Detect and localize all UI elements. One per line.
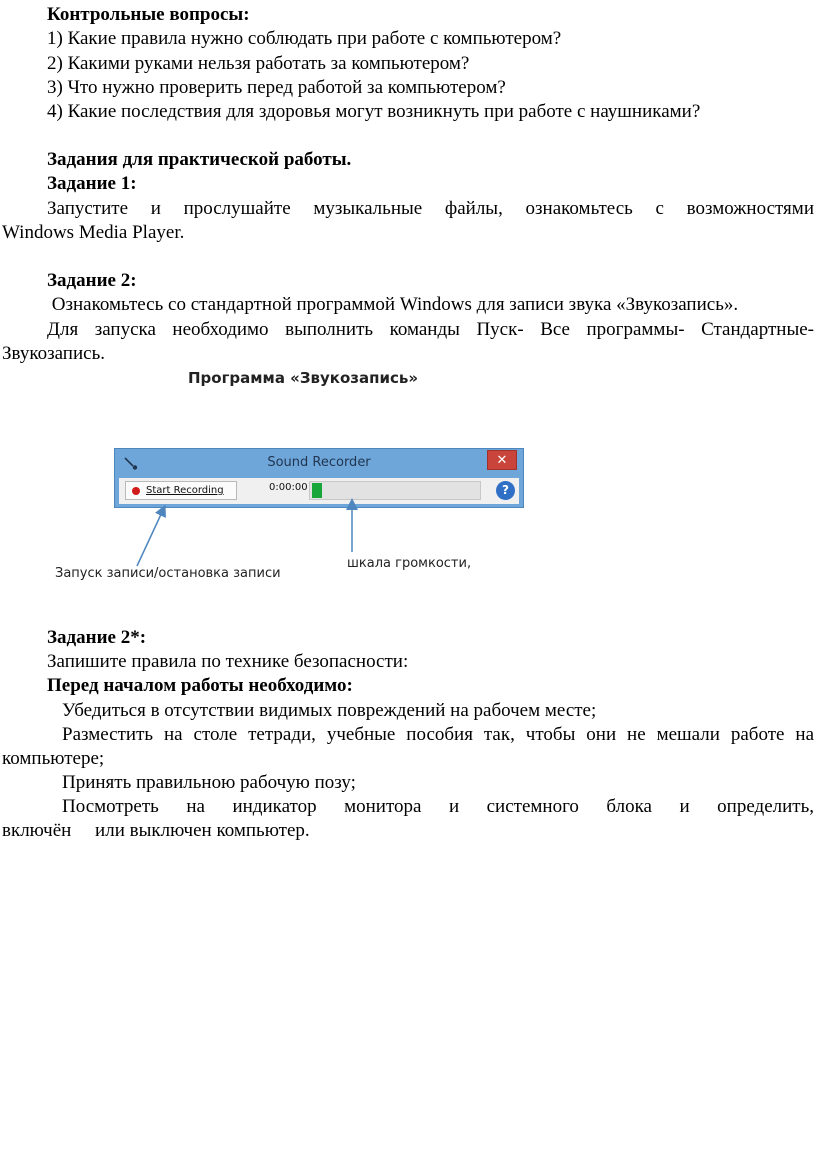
question-3: 3) Что нужно проверить перед работой за компьютером? (47, 77, 506, 98)
question-2: 2) Какими руками нельзя работать за компьютером? (47, 53, 470, 74)
figure-title: Программа «Звукозапись» (188, 369, 419, 387)
task1-title: Задание 1: (47, 173, 137, 194)
rule-2-line2: компьютере; (2, 748, 105, 769)
sound-recorder-window (114, 448, 524, 508)
annotation-volume: шкала громкости, (347, 556, 472, 571)
task1-line1: Запустите и прослушайте музыкальные файлы, ознакомьтесь с возможностями (47, 198, 814, 219)
start-recording-label: Start Recording (146, 485, 224, 496)
window-title: Sound Recorder (267, 455, 371, 470)
task2-line2: Для запуска необходимо выполнить команды Пуск- Все программы- Стандартные- (47, 319, 814, 340)
close-button[interactable]: ✕ (487, 450, 517, 470)
start-arrow (137, 510, 163, 566)
rule-1: Убедиться в отсутствии видимых повреждений на рабочем месте; (62, 700, 597, 721)
rule-2-line1: Разместить на столе тетради, учебные пособия так, чтобы они не мешали работе на (62, 724, 814, 745)
volume-meter-fill (312, 483, 322, 498)
start-recording-button[interactable] (125, 481, 237, 500)
task2star-subheading: Перед началом работы необходимо: (47, 675, 353, 696)
task2star-intro: Запишите правила по технике безопасности: (47, 651, 409, 672)
task2star-title: Задание 2*: (47, 627, 147, 648)
question-1: 1) Какие правила нужно соблюдать при работе с компьютером? (47, 28, 562, 49)
questions-heading: Контрольные вопросы: (47, 4, 250, 25)
question-4: 4) Какие последствия для здоровья могут возникнуть при работе с наушниками? (47, 101, 701, 122)
volume-meter (309, 481, 481, 500)
annotation-start: Запуск записи/остановка записи (55, 566, 281, 581)
practical-heading: Задания для практической работы. (47, 149, 352, 170)
rule-4-line2: включён или выключен компьютер. (2, 820, 310, 841)
task2-line1: Ознакомьтесь со стандартной программой Windows для записи звука «Звукозапись». (47, 294, 739, 315)
task2-line3: Звукозапись. (2, 343, 105, 364)
rule-4-line1: Посмотреть на индикатор монитора и системного блока и определить, (62, 796, 814, 817)
sound-recorder-titlebar (115, 449, 523, 477)
task2-title: Задание 2: (47, 270, 137, 291)
record-icon (132, 487, 140, 495)
sound-recorder-body (119, 478, 519, 504)
elapsed-time: 0:00:00 (269, 482, 308, 493)
task1-line2: Windows Media Player. (2, 222, 185, 243)
help-button[interactable]: ? (496, 481, 515, 500)
rule-3: Принять правильною рабочую позу; (62, 772, 356, 793)
